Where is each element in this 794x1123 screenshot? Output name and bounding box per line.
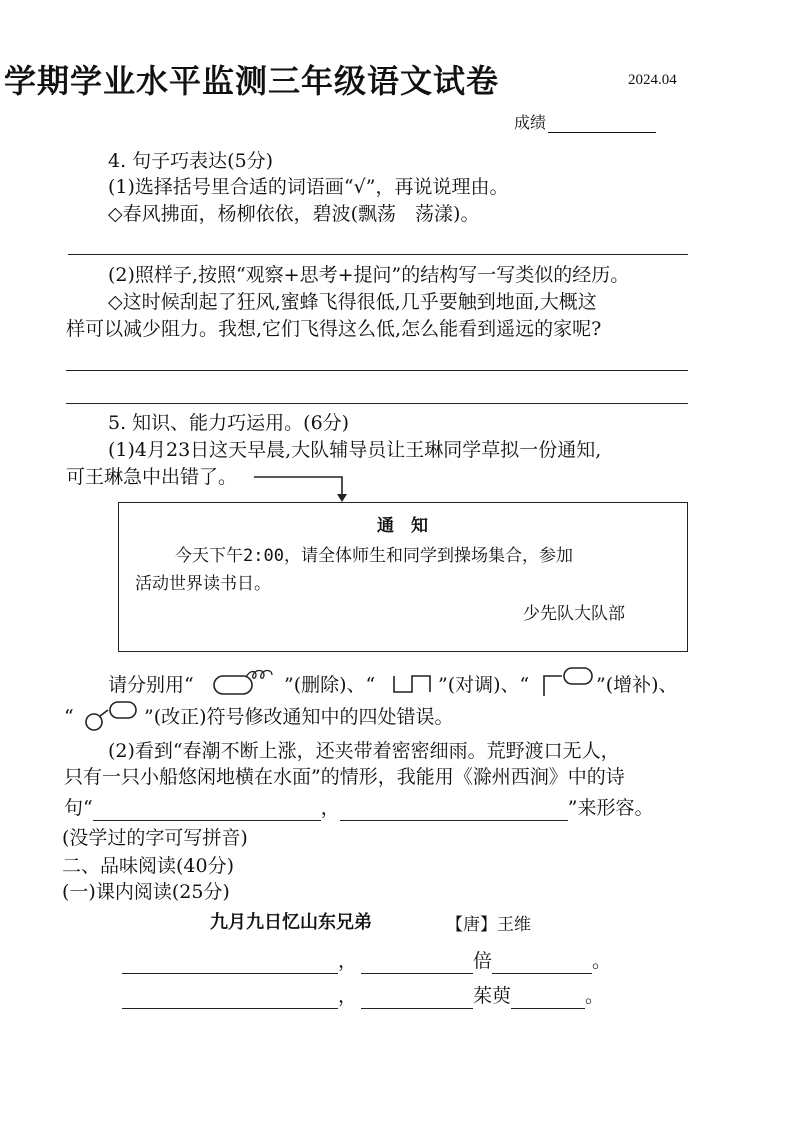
poem-title: 九月九日忆山东兄弟 (210, 912, 372, 933)
poem-row2-blank-2[interactable] (361, 988, 473, 1009)
swap-mark-icon (390, 672, 436, 696)
score-field (514, 110, 656, 133)
poem-answer-blank-2[interactable] (340, 800, 568, 821)
poem-row1-end: 。 (592, 950, 612, 972)
poem-row1-word: 倍 (473, 950, 493, 972)
poem-row1-blank-2[interactable] (361, 953, 473, 974)
q5-heading: 5. 知识、能力巧运用。(6分) (108, 412, 350, 434)
symbols-line2-quote: “ (64, 706, 74, 728)
exam-title: 学期学业水平监测三年级语文试卷 (4, 62, 500, 100)
poem-row2-end: 。 (585, 985, 605, 1007)
poem-row2-comma: ， (338, 985, 358, 1007)
symbols-intro: 请分别用“ (108, 674, 194, 696)
poem-row1-comma: ， (338, 950, 358, 972)
poem-row2-blank-3[interactable] (511, 988, 585, 1009)
poem-row2-blank-1[interactable] (122, 988, 338, 1009)
poem-answer-prefix: 句“ (64, 797, 93, 819)
notice-body-line2: 活动世界读书日。 (135, 574, 271, 594)
q5-part2-line2: 只有一只小船悠闲地横在水面”的情形，我能用《滁州西涧》中的诗 (64, 766, 625, 788)
notice-box (118, 502, 688, 652)
q4-answer-line-1[interactable] (68, 254, 688, 255)
q4-heading: 4. 句子巧表达(5分) (108, 150, 274, 172)
poem-answer-comma: ， (320, 797, 340, 819)
poem-answer-blank-1[interactable] (93, 800, 321, 821)
q4-part2-example-1: ◇这时候刮起了狂风,蜜蜂飞得很低,几乎要触到地面,大概这 (108, 291, 597, 313)
section2-heading: 二、品味阅读(40分) (62, 855, 235, 877)
q4-part1-sentence: ◇春风拂面，杨柳依依，碧波(飘荡 荡漾)。 (108, 203, 480, 225)
delete-mark-icon (206, 668, 278, 698)
symbols-delete-label: ”(删除)、“ (284, 674, 376, 696)
notice-title: 通 知 (377, 516, 428, 536)
notice-signature: 少先队大队部 (523, 604, 625, 624)
section2-subheading: (一)课内阅读(25分) (62, 881, 230, 903)
poem-row1-blank-1[interactable] (122, 953, 338, 974)
insert-mark-icon (534, 664, 598, 698)
q4-part2: (2)照样子,按照“观察+思考+提问”的结构写一写类似的经历。 (108, 264, 630, 286)
q4-answer-line-2[interactable] (66, 370, 688, 371)
notice-body-line1: 今天下午2:00，请全体师生和同学到操场集合，参加 (175, 546, 573, 566)
q5-part2-line3 (64, 795, 653, 821)
q4-part2-example-2: 样可以减少阻力。我想,它们飞得这么低,怎么能看到遥远的家呢? (66, 318, 602, 340)
q4-answer-line-3[interactable] (66, 403, 688, 404)
poem-answer-suffix: ”来形容。 (567, 797, 654, 819)
q5-part2-line1: (2)看到“春潮不断上涨，还夹带着密密细雨。荒野渡口无人， (108, 740, 620, 762)
poem-author: 【唐】王维 (446, 915, 531, 935)
pinyin-note: (没学过的字可写拼音) (62, 827, 248, 849)
score-blank[interactable] (548, 116, 656, 133)
arrow-down-icon (252, 470, 352, 506)
symbols-swap-label: ”(对调)、“ (438, 674, 530, 696)
q5-part1-line2: 可王琳急中出错了。 (66, 466, 238, 488)
poem-row1-blank-3[interactable] (492, 953, 592, 974)
symbols-insert-label: ”(增补)、 (596, 674, 678, 696)
score-label: 成绩 (514, 113, 547, 132)
correct-mark-icon (80, 698, 144, 732)
exam-date: 2024.04 (628, 72, 677, 88)
poem-row-2 (122, 983, 604, 1009)
q4-part1: (1)选择括号里合适的词语画“√”，再说说理由。 (108, 176, 509, 198)
poem-row-1 (122, 948, 611, 974)
q5-part1-line1: (1)4月23日这天早晨,大队辅导员让王琳同学草拟一份通知, (108, 439, 602, 461)
poem-row2-word: 茱萸 (473, 985, 512, 1007)
symbols-correct-label: ”(改正)符号修改通知中的四处错误。 (144, 706, 454, 728)
